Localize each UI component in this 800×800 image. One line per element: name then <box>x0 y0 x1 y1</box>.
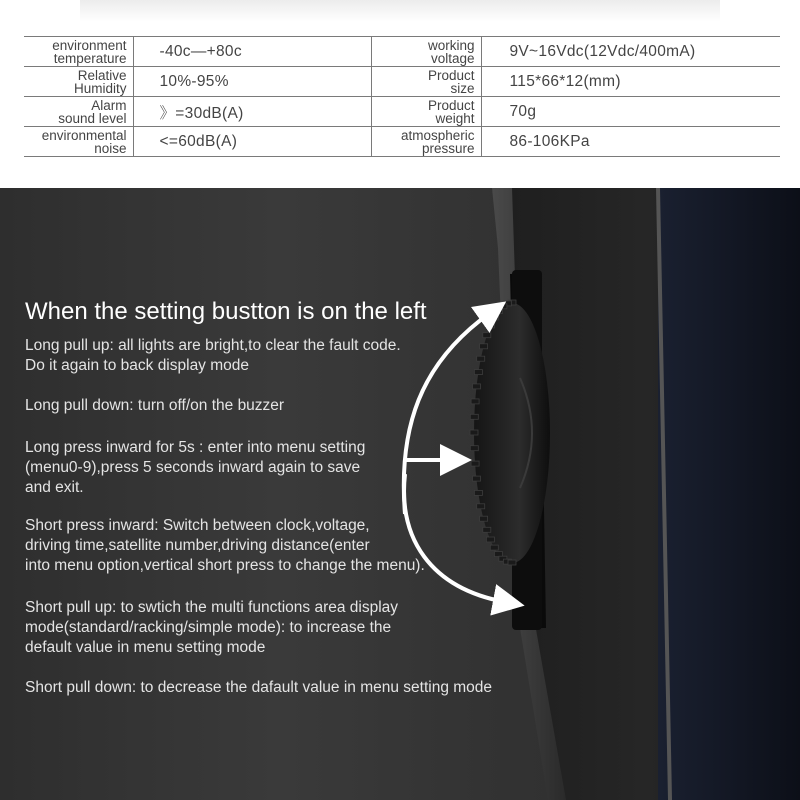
spec-label: Alarm sound level <box>24 97 133 127</box>
wheel-tooth <box>508 560 516 565</box>
wheel-tooth <box>473 384 481 389</box>
spec-section <box>0 0 800 188</box>
table-row <box>24 97 780 127</box>
instruction-paragraph: Long pull up: all lights are bright,to clear the fault code. Do it again to back display mode <box>25 337 401 374</box>
spec-value: <=60dB(A) <box>133 127 371 157</box>
instruction-paragraph: Long pull down: turn off/on the buzzer <box>25 397 285 414</box>
instruction-section <box>0 188 800 800</box>
wheel-tooth <box>471 399 479 404</box>
wheel-tooth <box>470 414 478 419</box>
spec-value: 86-106KPa <box>481 127 780 157</box>
wheel-tooth <box>477 504 485 509</box>
wheel-tooth <box>470 446 478 451</box>
spec-value: 10%-95% <box>133 67 371 97</box>
spec-value: -40c—+80c <box>133 37 371 67</box>
table-row <box>24 67 780 97</box>
spec-value: 70g <box>481 97 780 127</box>
spec-label: atmospheric pressure <box>371 127 481 157</box>
spec-label: Product size <box>371 67 481 97</box>
table-row <box>24 127 780 157</box>
wheel-tooth <box>477 356 485 361</box>
wheel-tooth <box>474 490 482 495</box>
wheel-tooth <box>480 516 488 521</box>
setting-wheel <box>474 303 550 563</box>
instruction-paragraph: Short press inward: Switch between clock,voltage, driving time,satellite number,driving distance(enter into menu option,vertical short press to change the menu). <box>25 517 425 574</box>
wheel-tooth <box>470 430 478 435</box>
spec-value: 115*66*12(mm) <box>481 67 780 97</box>
spec-label: environmental noise <box>24 127 133 157</box>
spec-label: Product weight <box>371 97 481 127</box>
wheel-tooth <box>483 333 491 338</box>
wheel-tooth <box>495 308 503 313</box>
wheel-tooth <box>480 344 488 349</box>
spec-table <box>24 36 780 157</box>
wheel-tooth <box>471 461 479 466</box>
wheel-tooth <box>486 323 494 328</box>
instruction-title: When the setting bustton is on the left <box>25 298 427 325</box>
device-screen <box>658 188 800 800</box>
spec-label: working voltage <box>371 37 481 67</box>
top-shadow <box>80 0 720 22</box>
spec-label: environment temperature <box>24 37 133 67</box>
spec-label: Relative Humidity <box>24 67 133 97</box>
spec-value: 》=30dB(A) <box>133 97 371 127</box>
spec-value: 9V~16Vdc(12Vdc/400mA) <box>481 37 780 67</box>
wheel-tooth <box>490 315 498 320</box>
wheel-tooth <box>473 476 481 481</box>
instruction-paragraph: Long press inward for 5s : enter into menu setting (menu0-9),press 5 seconds inward again to save and exit. <box>25 439 366 496</box>
wheel-tooth <box>486 537 494 542</box>
wheel-tooth <box>474 370 482 375</box>
instruction-paragraph: Short pull down: to decrease the dafault value in menu setting mode <box>25 679 493 696</box>
wheel-tooth <box>483 527 491 532</box>
table-row <box>24 37 780 67</box>
instruction-paragraph: Short pull up: to swtich the multi functions area display mode(standard/racking/simple mode): to increase the default value in menu setting mode <box>25 599 399 656</box>
wheel-tooth <box>490 545 498 550</box>
